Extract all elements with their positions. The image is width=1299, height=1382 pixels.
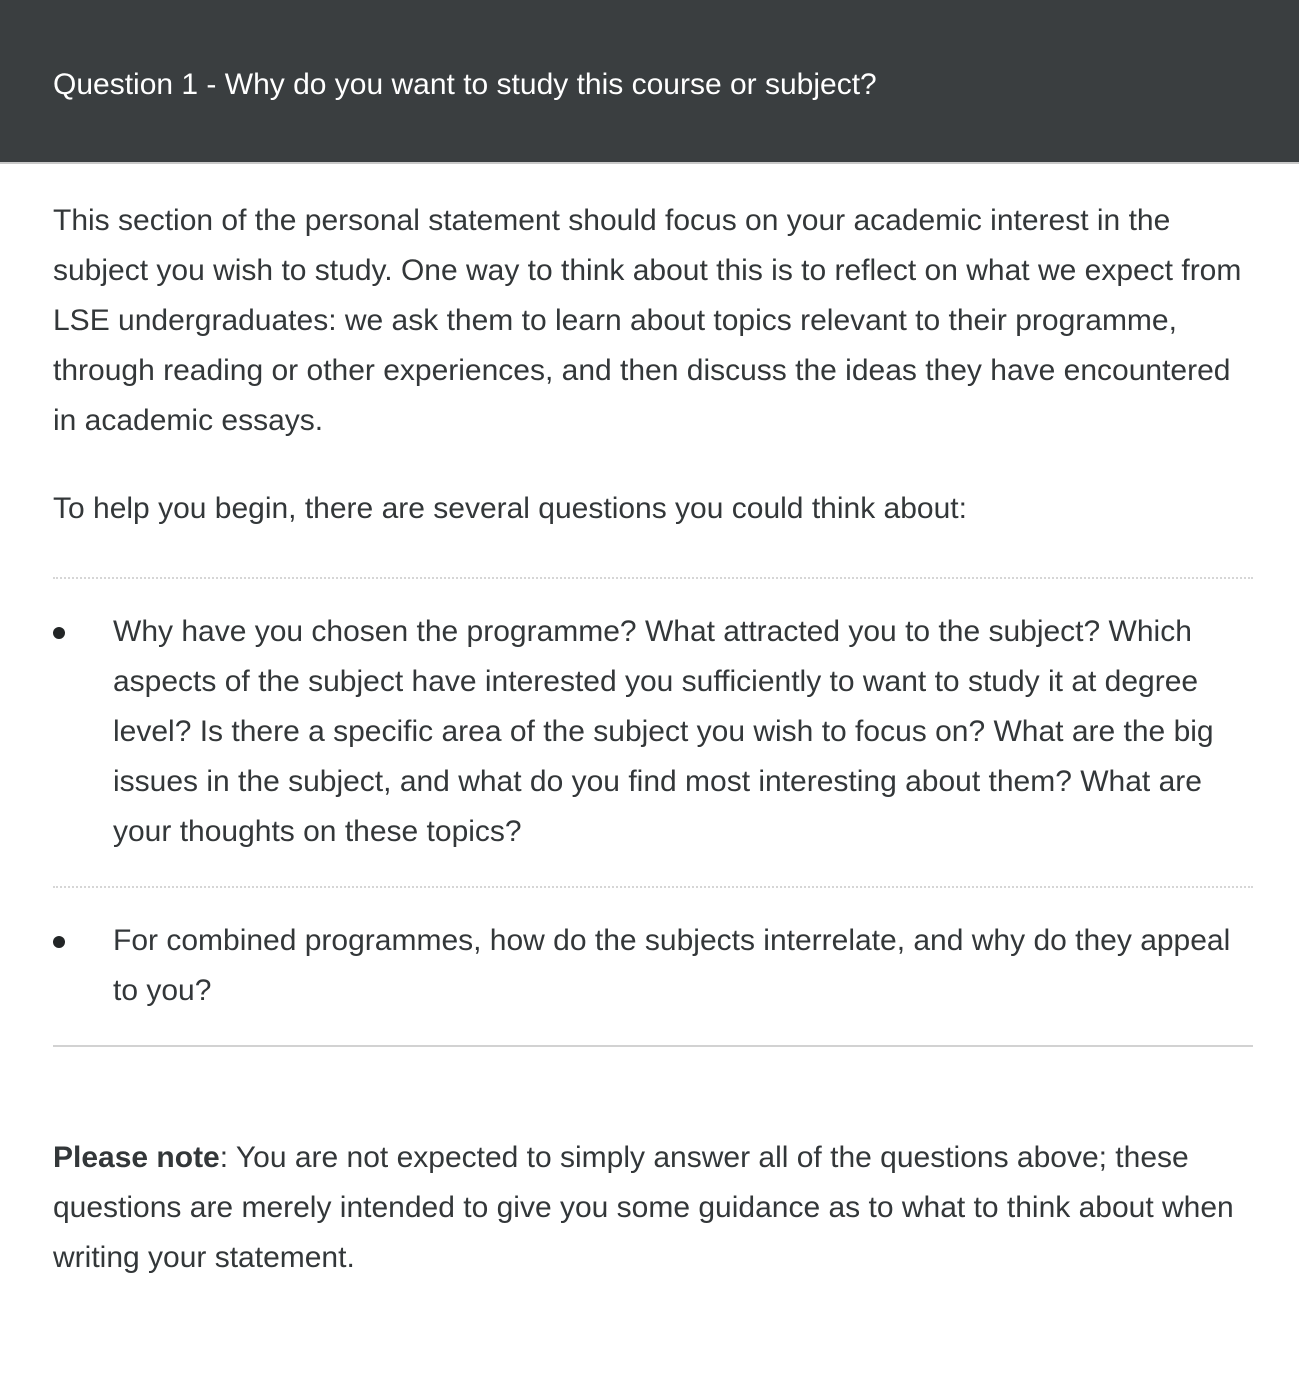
list-item (53, 579, 1253, 886)
lead-paragraph: To help you begin, there are several questions you could think about: (53, 492, 967, 525)
note-text: : You are not expected to simply answer all of the questions above; these questions are merely intended to give you some guidance as to what to think about when writing your statement. (53, 1141, 1234, 1274)
note-label: Please note (53, 1141, 220, 1174)
bullet-icon (53, 627, 65, 639)
list-item-text: For combined programmes, how do the subjects interrelate, and why do they appeal to you? (113, 924, 1231, 1007)
list-item (53, 886, 1253, 1045)
intro-paragraph: This section of the personal statement should focus on your academic interest in the subject you wish to study. One way to think about this is to reflect on what we expect from LSE undergraduates: we ask them to learn about topics relevant to their programme, through reading or other experiences, and then discuss the ideas they have encountered in academic essays. (53, 204, 1242, 437)
note-paragraph (53, 1133, 1253, 1283)
bullet-icon (53, 936, 65, 948)
accordion-content (0, 196, 1299, 1283)
accordion-title[interactable]: Question 1 - Why do you want to study this course or subject? (53, 68, 877, 101)
accordion-header[interactable] (0, 0, 1299, 164)
list-item-text: Why have you chosen the programme? What attracted you to the subject? Which aspects of the subject have interested you sufficiently to want to study it at degree level? Is there a specific area of the subject you wish to focus on? What are the big issues in the subject, and what do you find most interesting about them? What are your thoughts on these topics? (113, 615, 1214, 848)
question-list (53, 577, 1253, 1047)
